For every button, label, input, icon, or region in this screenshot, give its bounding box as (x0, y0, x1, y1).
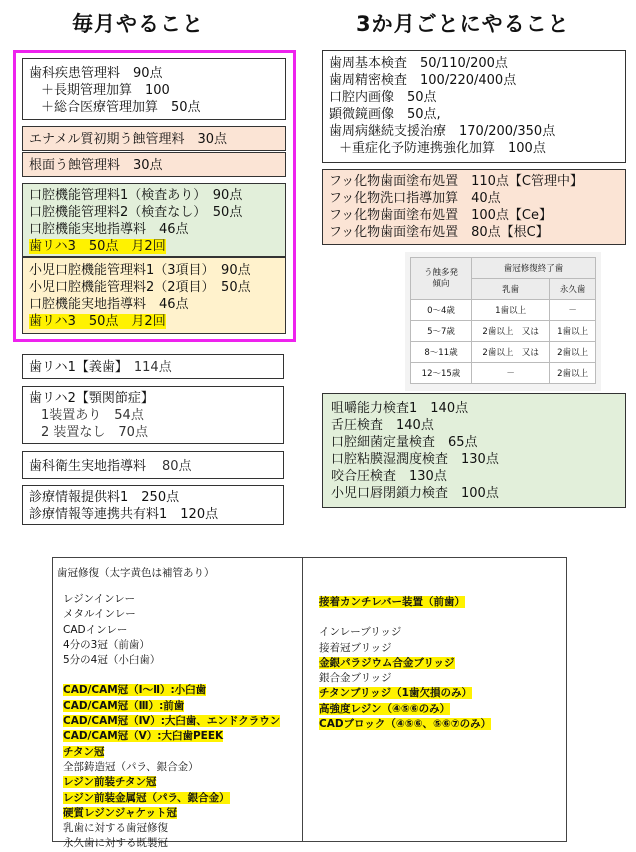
exam-line-3: 口腔内画像 50点 (329, 90, 437, 105)
child-oral-riha3: 歯リハ3 50点 月2回 (29, 314, 166, 329)
table-cell-age: 0～4歳 (411, 300, 472, 321)
bridge-list-item: 金銀パラジウム合金ブリッジ (319, 656, 455, 669)
fluoride-line-2: フッ化物洗口指導加算 40点 (329, 191, 501, 206)
crown-list-item: CAD/CAM冠（Ⅲ）:前歯 (63, 699, 185, 712)
crown-left-plain-item: CADインレー (63, 623, 128, 636)
crown-left-column (63, 592, 280, 852)
table-header-restored: 歯冠修復終了歯 (472, 258, 596, 279)
perio-line-1: 歯科疾患管理料 90点 (29, 66, 163, 81)
info-line-2: 診療情報等連携共有料1 120点 (29, 507, 219, 522)
crown-left-plain-item: メタルインレー (63, 608, 136, 621)
enamel-label: エナメル質初期う蝕管理料 30点 (29, 132, 228, 147)
oral-function-line-1: 口腔機能管理料1（検査あり） 90点 (29, 188, 243, 203)
caries-tendency-table (410, 257, 596, 384)
perio-exam-box (322, 50, 626, 163)
oral-function-line-3: 口腔機能実地指導料 46点 (29, 222, 189, 237)
perio-management-box (22, 58, 286, 120)
table-cell-permanent: 2歯以上 (550, 363, 596, 384)
info-box (22, 485, 284, 525)
enamel-box (22, 126, 286, 151)
hygiene-points: 80点 (162, 459, 192, 474)
bridge-list-item: 高強度レジン（④⑤⑥のみ） (319, 702, 451, 715)
quarterly-header: 3か月ごとにやること (356, 12, 570, 36)
bridge-list-item: 接着冠ブリッジ (319, 641, 392, 654)
oral-function-box (22, 183, 286, 257)
child-oral-function-box (22, 257, 286, 334)
crown-left-plain-item: 4分の3冠（前歯） (63, 638, 150, 651)
fluoride-box (322, 169, 626, 245)
cantilever-item: 接着カンチレバー装置（前歯） (319, 596, 466, 608)
fluoride-line-4: フッ化物歯面塗布処置 80点【根C】 (329, 225, 549, 240)
perio-line-2: ＋長期管理加算 100 (41, 83, 170, 98)
crown-divider (302, 558, 303, 841)
child-oral-line-3: 口腔機能実地指導料 46点 (29, 297, 189, 312)
riha2-title: 歯リハ2【顎関節症】 (29, 391, 154, 406)
root-caries-box (22, 152, 286, 177)
table-header-permanent: 永久歯 (550, 279, 596, 300)
exam-line-5: 歯周病継続支援治療 170/200/350点 (329, 124, 556, 139)
table-cell-primary: 2歯以上 又は (472, 342, 550, 363)
bridge-list-item: CADブロック（④⑤⑥、⑤⑥⑦のみ） (319, 718, 492, 731)
crown-right-column (319, 595, 491, 732)
test-line-6: 小児口唇閉鎖力検査 100点 (331, 486, 499, 501)
table-cell-age: 12～15歳 (411, 363, 472, 384)
crown-list-item: CAD/CAM冠（Ⅴ）:大臼歯PEEK (63, 730, 224, 743)
crown-restoration-box (52, 557, 567, 850)
monthly-header: 毎月やること (72, 12, 204, 36)
table-cell-age: 5～7歳 (411, 321, 472, 342)
table-row (411, 321, 596, 342)
oral-function-line-2: 口腔機能管理料2（検査なし） 50点 (29, 205, 243, 220)
oral-function-riha3: 歯リハ3 50点 月2回 (29, 239, 166, 254)
crown-list-item: 乳歯に対する歯冠修復 (63, 822, 168, 835)
table-row (411, 300, 596, 321)
table-cell-primary: 1歯以上 (472, 300, 550, 321)
table-cell-primary: － (472, 363, 550, 384)
test-line-1: 咀嚼能力検査1 140点 (331, 401, 469, 416)
bridge-list-item: インレーブリッジ (319, 626, 402, 639)
crown-left-plain-item: 5分の4冠（小臼歯） (63, 654, 161, 667)
table-row (411, 363, 596, 384)
crown-list-item: 全部鋳造冠（パラ、銀合金） (63, 760, 199, 773)
crown-list-item: 永久歯に対する既製冠 (63, 837, 168, 850)
oral-tests-box (322, 393, 626, 508)
fluoride-line-3: フッ化物歯面塗布処置 100点【Ce】 (329, 208, 552, 223)
crown-list-item: レジン前装金属冠（パラ、銀合金） (63, 791, 230, 804)
crown-list-item: 硬質レジンジャケット冠 (63, 806, 177, 819)
table-cell-age: 8～11歳 (411, 342, 472, 363)
perio-line-3: ＋総合医療管理加算 50点 (41, 100, 201, 115)
riha2-line-1: 1装置あり 54点 (41, 408, 144, 423)
crown-list-item: レジン前装チタン冠 (63, 776, 157, 789)
exam-line-6: ＋重症化予防連携強化加算 100点 (339, 141, 546, 156)
crown-title: 歯冠修復（太字黄色は補管あり） (57, 567, 215, 579)
root-caries-label: 根面う蝕管理料 30点 (29, 158, 163, 173)
crown-left-plain-item: レジンインレー (63, 593, 136, 605)
table-header-primary: 乳歯 (472, 279, 550, 300)
crown-list-item: CAD/CAM冠（Ⅰ～Ⅱ）:小臼歯 (63, 684, 207, 697)
table-cell-permanent: － (550, 300, 596, 321)
child-oral-line-2: 小児口腔機能管理料2（2項目） 50点 (29, 280, 251, 295)
test-line-4: 口腔粘膜湿潤度検査 130点 (331, 452, 499, 467)
crown-list-item: チタン冠 (63, 745, 105, 758)
table-header-tendency: う蝕多発 傾向 (411, 258, 472, 300)
riha1-points: 114点 (133, 360, 172, 375)
info-line-1: 診療情報提供料1 250点 (29, 490, 180, 505)
exam-line-1: 歯周基本検査 50/110/200点 (329, 56, 508, 71)
exam-line-2: 歯周精密検査 100/220/400点 (329, 73, 517, 88)
bridge-list-item: 銀合金ブリッジ (319, 672, 392, 685)
table-cell-permanent: 2歯以上 (550, 342, 596, 363)
table-cell-permanent: 1歯以上 (550, 321, 596, 342)
child-oral-line-1: 小児口腔機能管理料1（3項目） 90点 (29, 263, 251, 278)
table-row (411, 342, 596, 363)
crown-list-item: CAD/CAM冠（Ⅳ）:大臼歯、エンドクラウン (63, 715, 281, 728)
test-line-5: 咬合圧検査 130点 (331, 469, 447, 484)
test-line-2: 舌圧検査 140点 (331, 418, 434, 433)
riha2-line-2: 2 装置なし 70点 (41, 425, 148, 440)
hygiene-box (22, 451, 284, 479)
fluoride-line-1: フッ化物歯面塗布処置 110点【C管理中】 (329, 174, 583, 189)
hygiene-label: 歯科衛生実地指導料 (29, 459, 147, 474)
bridge-list-item: チタンブリッジ（1歯欠損のみ） (319, 687, 472, 700)
caries-tendency-table-wrap (405, 252, 601, 391)
riha1-label: 歯リハ1【義歯】 (29, 360, 128, 375)
riha1-box (22, 354, 284, 379)
table-cell-primary: 2歯以上 又は (472, 321, 550, 342)
test-line-3: 口腔細菌定量検査 65点 (331, 435, 478, 450)
riha2-box (22, 386, 284, 444)
exam-line-4: 顕微鏡画像 50点, (329, 107, 441, 122)
